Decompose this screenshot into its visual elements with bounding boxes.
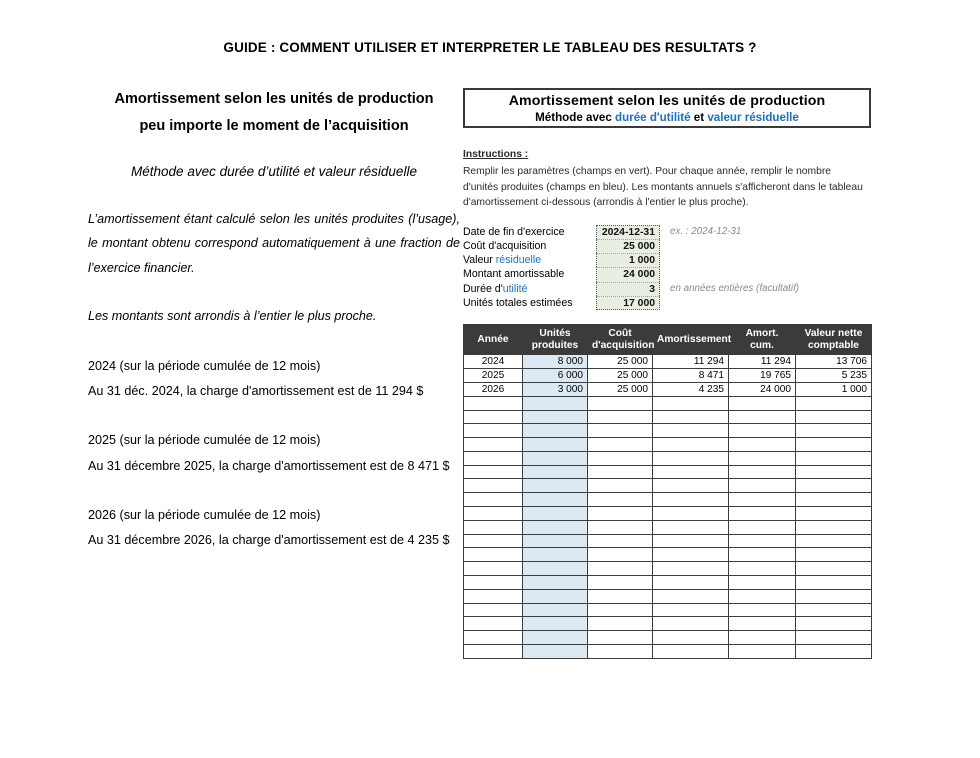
cell-unites[interactable]: 8 000 [523, 355, 588, 369]
cell-amortissement [653, 410, 729, 424]
cell-amort-cum [729, 534, 796, 548]
column-header-unites: Unités produites [523, 324, 588, 354]
cell-unites[interactable]: 6 000 [523, 369, 588, 383]
left-explanation-column [88, 86, 460, 553]
cell-amort-cum [729, 548, 796, 562]
parameter-label-text: Durée d' [463, 282, 503, 295]
cell-amortissement [653, 562, 729, 576]
cell-annee [464, 438, 523, 452]
cell-amortissement [653, 507, 729, 521]
parameter-label-text: Valeur [463, 254, 496, 267]
cell-amortissement [653, 576, 729, 590]
parameter-input-useful-life[interactable]: 3 [596, 282, 660, 296]
parameter-label-useful-life [463, 282, 596, 296]
parameter-row-residual-value [463, 253, 871, 267]
parameter-row-depreciable-amount [463, 267, 871, 281]
cell-amortissement [653, 645, 729, 659]
result-statement-2024: Au 31 déc. 2024, la charge d'amortissement est de 11 294 $ [88, 384, 424, 399]
cell-cout [588, 424, 653, 438]
cell-amort-cum [729, 493, 796, 507]
table-row [464, 451, 872, 465]
cell-valeur-nette [796, 617, 872, 631]
parameter-label-residual-value [463, 253, 596, 267]
cell-annee [464, 451, 523, 465]
table-row [464, 424, 872, 438]
cell-valeur-nette [796, 479, 872, 493]
cell-cout [588, 589, 653, 603]
cell-amort-cum [729, 465, 796, 479]
cell-amortissement [653, 548, 729, 562]
table-row [464, 562, 872, 576]
result-period-2025: 2025 (sur la période cumulée de 12 mois) [88, 433, 321, 448]
result-period-2024: 2024 (sur la période cumulée de 12 mois) [88, 358, 321, 373]
cell-annee [464, 603, 523, 617]
table-row [464, 645, 872, 659]
cell-unites[interactable] [523, 479, 588, 493]
parameter-label-text: Date de fin d'exercice [463, 225, 565, 238]
cell-annee: 2024 [464, 355, 523, 369]
cell-cout [588, 576, 653, 590]
column-header-cout: Coût d'acquisition [588, 324, 653, 354]
cell-amort-cum [729, 645, 796, 659]
cell-valeur-nette [796, 465, 872, 479]
cell-amort-cum [729, 507, 796, 521]
table-row [464, 507, 872, 521]
parameter-input-total-units[interactable]: 17 000 [596, 296, 660, 310]
result-statement-2026: Au 31 décembre 2026, la charge d'amortissement est de 4 235 $ [88, 533, 450, 548]
result-statement-2025: Au 31 décembre 2025, la charge d'amortissement est de 8 471 $ [88, 458, 450, 473]
cell-amort-cum [729, 589, 796, 603]
cell-cout: 25 000 [588, 369, 653, 383]
parameter-input-acquisition-cost[interactable]: 25 000 [596, 239, 660, 253]
cell-amort-cum [729, 424, 796, 438]
cell-annee [464, 589, 523, 603]
cell-valeur-nette [796, 507, 872, 521]
table-row [464, 589, 872, 603]
parameter-row-acquisition-cost [463, 239, 871, 253]
cell-cout [588, 396, 653, 410]
result-block-2025 [88, 429, 460, 478]
cell-valeur-nette [796, 520, 872, 534]
cell-annee: 2026 [464, 382, 523, 396]
cell-annee [464, 424, 523, 438]
column-header-amort-cum: Amort. cum. [729, 324, 796, 354]
cell-valeur-nette [796, 631, 872, 645]
cell-amort-cum [729, 576, 796, 590]
parameter-input-fiscal-year-end[interactable]: 2024-12-31 [596, 225, 660, 239]
cell-cout [588, 645, 653, 659]
cell-unites[interactable] [523, 617, 588, 631]
worksheet-subtitle-term-duration: durée d'utilité [615, 110, 691, 124]
cell-valeur-nette [796, 534, 872, 548]
table-row [464, 355, 872, 369]
table-header-row [464, 324, 872, 354]
cell-amortissement [653, 493, 729, 507]
cell-cout [588, 520, 653, 534]
cell-cout [588, 465, 653, 479]
cell-annee [464, 520, 523, 534]
cell-valeur-nette: 5 235 [796, 369, 872, 383]
cell-cout [588, 479, 653, 493]
table-body [464, 355, 872, 659]
cell-amortissement [653, 396, 729, 410]
table-row [464, 520, 872, 534]
table-row [464, 369, 872, 383]
cell-amortissement [653, 479, 729, 493]
cell-annee [464, 493, 523, 507]
column-header-annee: Année [464, 324, 523, 354]
parameter-label-highlight: utilité [502, 282, 528, 295]
cell-amort-cum [729, 451, 796, 465]
instructions-block [463, 147, 867, 211]
cell-unites[interactable] [523, 589, 588, 603]
cell-valeur-nette [796, 396, 872, 410]
cell-annee [464, 465, 523, 479]
cell-cout [588, 603, 653, 617]
cell-amortissement [653, 451, 729, 465]
cell-cout [588, 631, 653, 645]
worksheet-title-box [463, 88, 871, 128]
cell-unites[interactable] [523, 410, 588, 424]
result-block-2024 [88, 355, 460, 404]
cell-unites[interactable] [523, 534, 588, 548]
cell-valeur-nette [796, 589, 872, 603]
parameter-label-depreciable-amount [463, 267, 596, 281]
cell-cout [588, 493, 653, 507]
cell-annee [464, 562, 523, 576]
cell-unites[interactable] [523, 424, 588, 438]
table-row [464, 382, 872, 396]
parameter-input-residual-value[interactable]: 1 000 [596, 253, 660, 267]
cell-annee [464, 534, 523, 548]
table-row [464, 410, 872, 424]
cell-valeur-nette [796, 603, 872, 617]
cell-unites[interactable] [523, 493, 588, 507]
cell-unites[interactable] [523, 562, 588, 576]
cell-cout [588, 438, 653, 452]
parameter-label-text: Unités totales estimées [463, 296, 573, 309]
amortization-table [463, 324, 872, 659]
cell-amort-cum [729, 562, 796, 576]
cell-valeur-nette [796, 424, 872, 438]
cell-amort-cum [729, 631, 796, 645]
cell-valeur-nette [796, 576, 872, 590]
parameter-row-total-units [463, 296, 871, 310]
cell-amortissement: 4 235 [653, 382, 729, 396]
cell-annee: 2025 [464, 369, 523, 383]
cell-unites[interactable] [523, 507, 588, 521]
parameter-row-useful-life [463, 282, 871, 296]
table-row [464, 603, 872, 617]
cell-cout [588, 617, 653, 631]
worksheet-panel [463, 88, 871, 659]
table-row [464, 493, 872, 507]
table-row [464, 548, 872, 562]
worksheet-title: Amortissement selon les unités de production [508, 92, 826, 109]
worksheet-subtitle-term-residual: valeur résiduelle [707, 110, 799, 124]
parameter-label-highlight: résiduelle [495, 254, 542, 267]
worksheet-subtitle [535, 111, 799, 124]
instructions-body: Remplir les paramètres (champs en vert). Pour chaque année, remplir le nombre d'unités produites (champs en bleu). Les montants annuels s'afficheront dans le tableau d'amortissement ci-dessous (arrondis à l'entier le plus proche). [463, 166, 863, 209]
cell-cout: 25 000 [588, 355, 653, 369]
cell-unites[interactable] [523, 576, 588, 590]
table-row [464, 576, 872, 590]
column-header-valeur-nette: Valeur nette comptable [796, 324, 872, 354]
cell-valeur-nette [796, 645, 872, 659]
result-block-2026 [88, 504, 460, 553]
cell-cout: 25 000 [588, 382, 653, 396]
table-row [464, 631, 872, 645]
cell-unites[interactable] [523, 631, 588, 645]
page-title: GUIDE : COMMENT UTILISER ET INTERPRETER LE TABLEAU DES RESULTATS ? [223, 40, 757, 55]
left-heading [88, 86, 460, 140]
parameter-label-total-units [463, 296, 596, 310]
cell-cout [588, 548, 653, 562]
cell-cout [588, 410, 653, 424]
cell-annee [464, 507, 523, 521]
cell-amortissement [653, 534, 729, 548]
parameter-label-fiscal-year-end [463, 225, 596, 239]
table-row [464, 465, 872, 479]
cell-unites[interactable] [523, 520, 588, 534]
left-paragraph-1: L’amortissement étant calculé selon les unités produites (l’usage), le montant obtenu correspond automatiquement à une fraction de l’exercice financier. [88, 211, 460, 275]
left-method-subtitle: Méthode avec durée d’utilité et valeur résiduelle [131, 163, 417, 179]
cell-amortissement [653, 465, 729, 479]
table-row [464, 396, 872, 410]
worksheet-subtitle-mid: et [690, 110, 708, 124]
table-row [464, 479, 872, 493]
cell-amort-cum: 19 765 [729, 369, 796, 383]
cell-unites[interactable]: 3 000 [523, 382, 588, 396]
cell-annee [464, 479, 523, 493]
cell-cout [588, 451, 653, 465]
cell-unites[interactable] [523, 645, 588, 659]
cell-valeur-nette [796, 410, 872, 424]
parameter-hint-useful-life: en années entières (facultatif) [670, 282, 800, 294]
cell-annee [464, 631, 523, 645]
left-heading-line2: peu importe le moment de l’acquisition [139, 117, 409, 134]
column-header-amortissement: Amortissement [653, 324, 729, 354]
result-period-2026: 2026 (sur la période cumulée de 12 mois) [88, 508, 321, 522]
cell-valeur-nette [796, 562, 872, 576]
cell-annee [464, 396, 523, 410]
cell-amort-cum [729, 603, 796, 617]
parameter-row-fiscal-year-end [463, 225, 871, 239]
cell-amort-cum: 24 000 [729, 382, 796, 396]
cell-valeur-nette [796, 438, 872, 452]
parameter-input-depreciable-amount[interactable]: 24 000 [596, 267, 660, 281]
cell-unites[interactable] [523, 451, 588, 465]
cell-cout [588, 534, 653, 548]
cell-amort-cum: 11 294 [729, 355, 796, 369]
cell-valeur-nette: 1 000 [796, 382, 872, 396]
instructions-heading: Instructions : [463, 149, 529, 160]
cell-amortissement [653, 603, 729, 617]
cell-amort-cum [729, 520, 796, 534]
cell-annee [464, 410, 523, 424]
cell-amortissement [653, 631, 729, 645]
parameter-hint-fiscal-year-end: ex. : 2024-12-31 [670, 225, 742, 237]
cell-valeur-nette [796, 548, 872, 562]
cell-cout [588, 507, 653, 521]
table-row [464, 617, 872, 631]
cell-annee [464, 576, 523, 590]
worksheet-subtitle-pre: Méthode avec [535, 110, 616, 124]
cell-amortissement: 8 471 [653, 369, 729, 383]
table-row [464, 438, 872, 452]
cell-valeur-nette: 13 706 [796, 355, 872, 369]
cell-amort-cum [729, 617, 796, 631]
cell-amortissement [653, 438, 729, 452]
cell-annee [464, 645, 523, 659]
cell-amort-cum [729, 396, 796, 410]
cell-unites[interactable] [523, 548, 588, 562]
cell-annee [464, 617, 523, 631]
cell-amort-cum [729, 479, 796, 493]
cell-amortissement [653, 520, 729, 534]
parameters-block [463, 225, 871, 310]
cell-unites[interactable] [523, 396, 588, 410]
parameter-label-text: Coût d'acquisition [463, 239, 547, 252]
cell-valeur-nette [796, 493, 872, 507]
cell-annee [464, 548, 523, 562]
cell-amortissement: 11 294 [653, 355, 729, 369]
left-paragraph-2: Les montants sont arrondis à l’entier le plus proche. [88, 309, 377, 324]
cell-unites[interactable] [523, 465, 588, 479]
cell-amortissement [653, 424, 729, 438]
cell-amort-cum [729, 410, 796, 424]
parameter-label-acquisition-cost [463, 239, 596, 253]
parameter-label-text: Montant amortissable [463, 268, 565, 281]
cell-valeur-nette [796, 451, 872, 465]
cell-unites[interactable] [523, 603, 588, 617]
table-row [464, 534, 872, 548]
left-heading-line1: Amortissement selon les unités de production [114, 91, 434, 107]
cell-amort-cum [729, 438, 796, 452]
cell-amortissement [653, 617, 729, 631]
cell-amortissement [653, 589, 729, 603]
cell-unites[interactable] [523, 438, 588, 452]
cell-cout [588, 562, 653, 576]
